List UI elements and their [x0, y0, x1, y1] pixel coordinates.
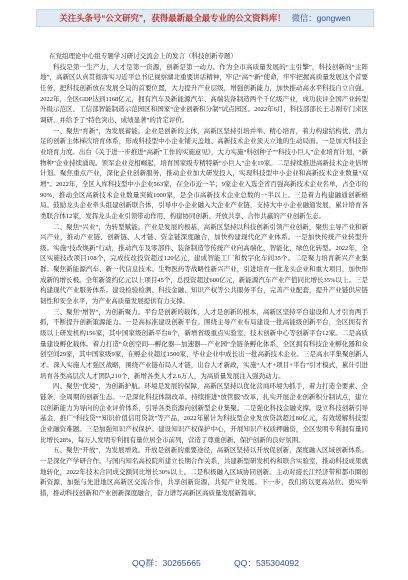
document-body — [40, 52, 368, 500]
qq-group-label: QQ群：30265665 — [132, 558, 201, 568]
promo-banner — [36, 9, 374, 27]
document-title: 在党组理论中心组专题学习研讨交流会上的发言（科技创新专题） — [49, 53, 237, 60]
promo-banner-text: 关注头条号“公文研究”，获得最新最全最专业的公文资料库！ — [59, 13, 286, 23]
wechat-id: 微信：gongwen — [291, 13, 351, 23]
section-5-paragraph: 五、聚焦“开放”，为发展增效。开放是创新的重要途径，高新区坚持以开放促创新，深度融入区域创新体系。一是深化产学研合作。与国内知名高校院所建立长期合作关系，共建新型研发机构和联合实验室，推动科技成果就地转化，2022年技术合同成交额同比增长30%以上。二是积极融入区域协同创新。主动对接长江经济带和都市圈创新资源，加强与先进地区高新区交流合作，共享创新资源，共促产业发展。下一步，我们将以更高站位、更实举措，推动科技创新和产业创新深度融合，奋力谱写高新区高质量发展新篇章。 — [40, 447, 368, 497]
intro-paragraph: 科技是第一生产力，人才是第一资源，创新是第一动力。作为全市高质量发展的“主引擎”，科技创新的“主阵地”，高新区认真贯彻落实习近平总书记视察湖北重要讲话精神，牢记“高”“新”使命，牢牢把握高质量发展这个首要任务，把科技创新放在发展全局的首要位置，大力提升产业层级，增强创新能力，加快推动高水平科技自立自强。2022年，全区GDP达到1168亿元，拥有汽车及新能源汽车、高端装备制造两个千亿级产业，成功获评全国产业转型升级示范区、工信部智能制造示范园区和国家“企业创新积分制”试点园区。2022年6月，科技部部长王志刚专门来区调研，并给予了“特色突出、成绩显著”的肯定评价。 — [40, 63, 368, 124]
section-2-paragraph: 二、聚焦“兴业”，为转型赋能。产业是发展的根基，高新区坚持以科技创新引领产业创新，聚焦主导产业和新兴产业，推动产业链、创新链、人才链、资金链深度融合，加快构建现代化产业体系。一是加快传统产业转型升级。实施“技改焕新”行动，推动汽车及零部件、装备制造等传统产业向高端化、智能化、绿色化转型。2022年，全区实施技改项目108个，完成技改投资超过120亿元，建成智能工厂和数字化车间35个。二是聚力培育新兴产业集群。聚焦新能源汽车、新一代信息技术、生物医药等战略性新兴产业，引进培育一批龙头企业和重大项目，加快形成新的增长极。全年新签约亿元以上项目45个，总投资超过600亿元，新能源汽车产业产值同比增长35%以上。三是构建现代产业服务体系。建设检验检测、科技金融、知识产权等公共服务平台，完善产业配套，提升产业链供应链韧性和安全水平，为产业高质量发展提供有力支撑。 — [40, 223, 368, 306]
section-4-paragraph: 四、聚焦“优境”，为创新护航。环境是发展的保障，高新区坚持以优化营商环境为抓手，着力打造全要素、全链条、全周期的创新生态。一是深化科技体制改革。持续推进“放管服”改革，扎实开展企业创新积分制试点，建立以创新能力为导向的企业评价体系，引导各类资源向创新型企业集聚。二是强化科技金融支撑。设立科技创新引导基金，推广“科技贷”“知识价值信用贷款”等产品，2022年累计为科技型企业发放贷款超过80亿元，有效缓解科技型企业融资难题。三是加强知识产权保护。建设知识产权保护中心，开展知识产权质押融资，全区发明专利拥有量同比增长28%，每万人发明专利拥有量位居全市前列，营造了尊重创新、保护创新的良好氛围。 — [40, 383, 368, 444]
section-3-paragraph: 三、聚焦“增智”，为创新聚力。平台是创新的载体，人才是创新的根本，高新区坚持平台建设和人才引育两手抓，不断提升创新策源能力。一是高标准建设创新平台。围绕主导产业布局建设一批高能级创新平台，全区拥有省级以上研发机构156家，其中国家级创新平台8个，新增省级重点实验室、技术创新中心等创新平台12家。二是高质量建设孵化载体。着力打造“众创空间—孵化器—加速器—产业园”全链条孵化体系，全区拥有科技企业孵化器和众创空间29家，其中国家级9家，在孵企业超过1500家，毕业企业中成长出一批高新技术企业。三是高水平集聚创新人才。深入实施人才强区战略，围绕产业链布局人才链，出台人才新政，实施“人才+项目+平台”引才模式，累计引进培育各类高层次人才团队210个，新增各类人才2.6万人，为高质量发展注入强劲动力。 — [40, 308, 368, 380]
qq-label: QQ：535304092 — [234, 558, 299, 568]
footer-contact — [0, 554, 408, 572]
section-1-paragraph: 一、聚焦“育新”，为发展蓄能。企业是创新的主体，高新区坚持引培并举、精心培育，着力构建结构优、潜力足的创新主体梯次培育体系，形成科技型中小企业铺天盖地、高新技术企业顶天立地的生动局面。一是加大科技企业培育力度。出台《关于进一步推进“高新”工作的实施意见》，大力实施“科创种子”“科技小巨人”企业培育计划，“新物种”企业持续涌现。领军企业竞相崛起，培育国家级专精特新“小巨人”企业19家。二是持续推进高新技术企业倍增计划。聚焦重点产业，深化企业创新服务，推动企业加大研发投入，实现科技型中小企业和高新技术企业数量“双增”。2022年，全区入库科技型中小企业563家，在全市近一半；9家企业入选全省百强高新技术企业名单，占全市的90%，推动全区高新技术企业数量突破1000家，是全市高新技术企业总数的一半以上。三是着力构建融通创新格局。鼓励龙头企业牵头组建创新联合体，引导中小企业融入大企业产业链，支持大中小企业融通发展，累计培育各类联合体12家，发挥龙头企业引领带动作用，构建协同创新、开放共享、合作共赢的产业创新生态。 — [40, 127, 368, 220]
